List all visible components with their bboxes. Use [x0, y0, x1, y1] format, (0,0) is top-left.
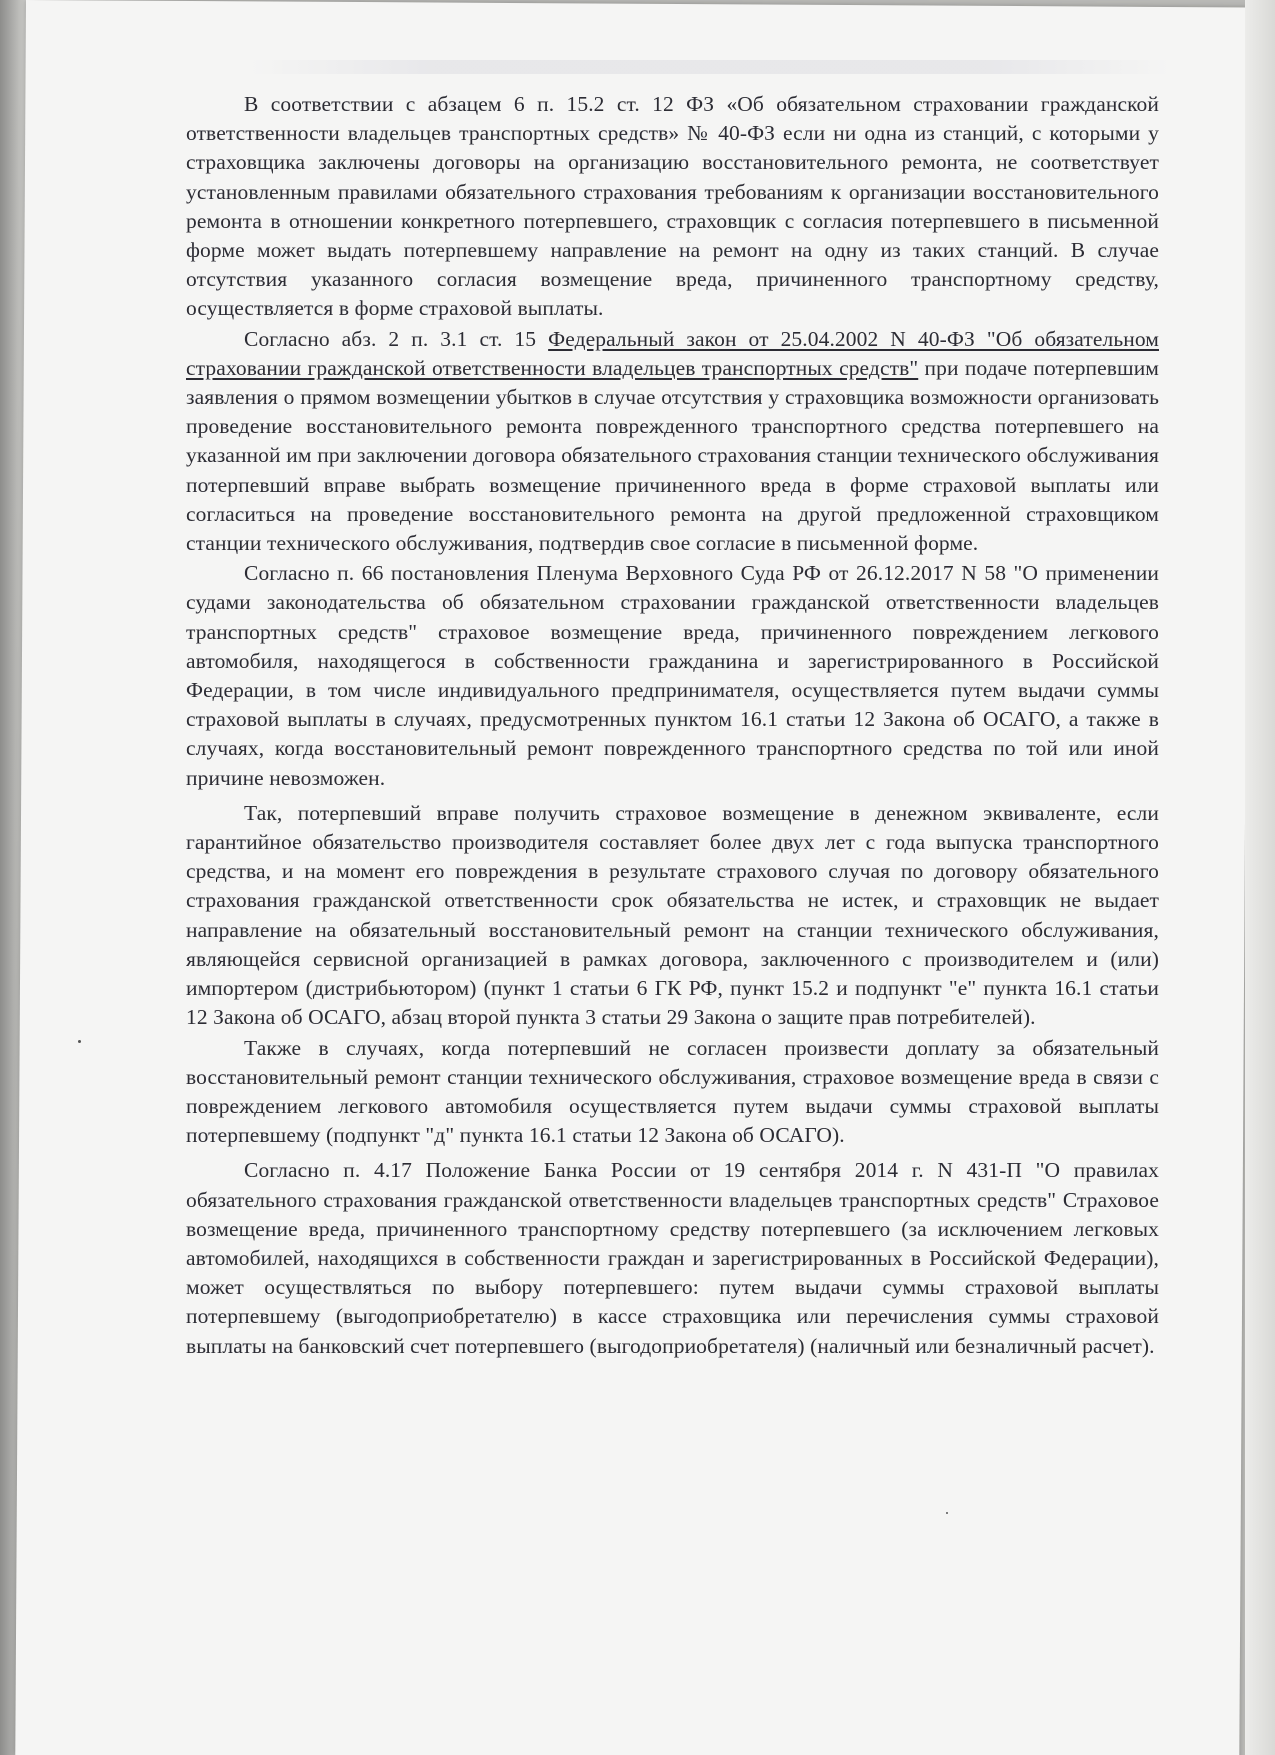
scan-speck [78, 1040, 81, 1043]
paper-edge [1245, 0, 1275, 1755]
paragraph-surcharge: Также в случаях, когда потерпевший не согласен произвести доплату за обязательный восстановительный ремонт станции технического обслуживания, страховое возмещение вреда в связи с повреждением легкового автомобиля осуществляется путем выдачи суммы страховой выплаты потерпевшему (подпункт "д" пункта 16.1 статьи 12 Закона об ОСАГО). [186, 1035, 1159, 1148]
paragraph-lead-text: Согласно абз. 2 п. 3.1 ст. 15 [244, 326, 549, 351]
paragraph-bank-regulation: Согласно п. 4.17 Положение Банка России от 19 сентября 2014 г. N 431-П "О правилах обязательного страхования гражданской ответственности владельцев транспортных средств" Страховое возмещение вреда, причиненного транспортному средству потерпевшего (за исключением легковых автомобилей, находящихся в собственности граждан и зарегистрированных в Российской Федерации), может осуществляться по выбору потерпевшего: путем выдачи суммы страховой выплаты потерпевшему (выгодоприобретателю) в кассе страховщика или перечисления суммы страховой выплаты на банковский счет потерпевшего (выгодоприобретателя) (наличный или безналичный расчет). [186, 1158, 1159, 1358]
federal-law-link[interactable]: Федеральный закон от 25.04.2002 N 40-ФЗ "Об обязательном страховании гражданской ответственности владельцев транспортных средств" [186, 326, 1159, 380]
paragraph-insurance-station: В соответствии с абзацем 6 п. 15.2 ст. 12 ФЗ «Об обязательном страховании гражданской ответственности владельцев транспортных средств» № 40-ФЗ если ни одна из станций, с которыми у страховщика заключены договоры на организацию восстановительного ремонта, не соответствует установленным правилами обязательного страхования требованиям к организации восстановительного ремонта в отношении конкретного потерпевшего, страховщик с согласия потерпевшего в письменной форме может выдать потерпевшему направление на ремонт на одну из таких станций. В случае отсутствия указанного согласия возмещение вреда, причиненного транспортному средству, осуществляется в форме страховой выплаты. [186, 92, 1159, 321]
document-body [186, 90, 1159, 1361]
paragraph-tail-text: при подаче потерпевшим заявления о прямом возмещении убытков в случае отсутствия у страховщика возможности организовать проведение восстановительного ремонта поврежденного транспортного средства потерпевшего на указанной им при заключении договора обязательного страхования станции технического обслуживания потерпевший вправе выбрать возмещение причиненного вреда в форме страховой выплаты или согласиться на проведение восстановительного ремонта на другой предложенной страховщиком станции технического обслуживания, подтвердив свое согласие в письменной форме. [186, 355, 1160, 556]
paragraph-plenum: Согласно п. 66 постановления Пленума Верховного Суда РФ от 26.12.2017 N 58 "О применении судами законодательства об обязательном страховании гражданской ответственности владельцев транспортных средств" страховое возмещение вреда, причиненного повреждением легкового автомобиля, находящегося в собственности гражданина и зарегистрированного в Российской Федерации, в том числе индивидуального предпринимателя, осуществляется путем выдачи суммы страховой выплаты в случаях, предусмотренных пунктом 16.1 статьи 12 Закона об ОСАГО, а также в случаях, когда восстановительный ремонт поврежденного транспортного средства по той или иной причине невозможен. [186, 561, 1159, 790]
bleed-through-text [250, 60, 1170, 74]
paragraph-monetary-compensation: Так, потерпевший вправе получить страховое возмещение в денежном эквиваленте, если гарантийное обязательство производителя составляет более двух лет с года выпуска транспортного средства, и на момент его повреждения в результате страхового случая по договору обязательного страхования гражданской ответственности срок обязательства не истек, и страховщик не выдает направление на обязательный восстановительный ремонт на станции технического обслуживания, являющейся сервисной организацией в рамках договора, заключенного с производителем и (или) импортером (дистрибьютором) (пункт 1 статьи 6 ГК РФ, пункт 15.2 и подпункт "е" пункта 16.1 статьи 12 Закона об ОСАГО, абзац второй пункта 3 статьи 29 Закона о защите прав потребителей). [186, 800, 1159, 1030]
paragraph-federal-law [186, 325, 1159, 559]
scan-speck [946, 1512, 948, 1514]
